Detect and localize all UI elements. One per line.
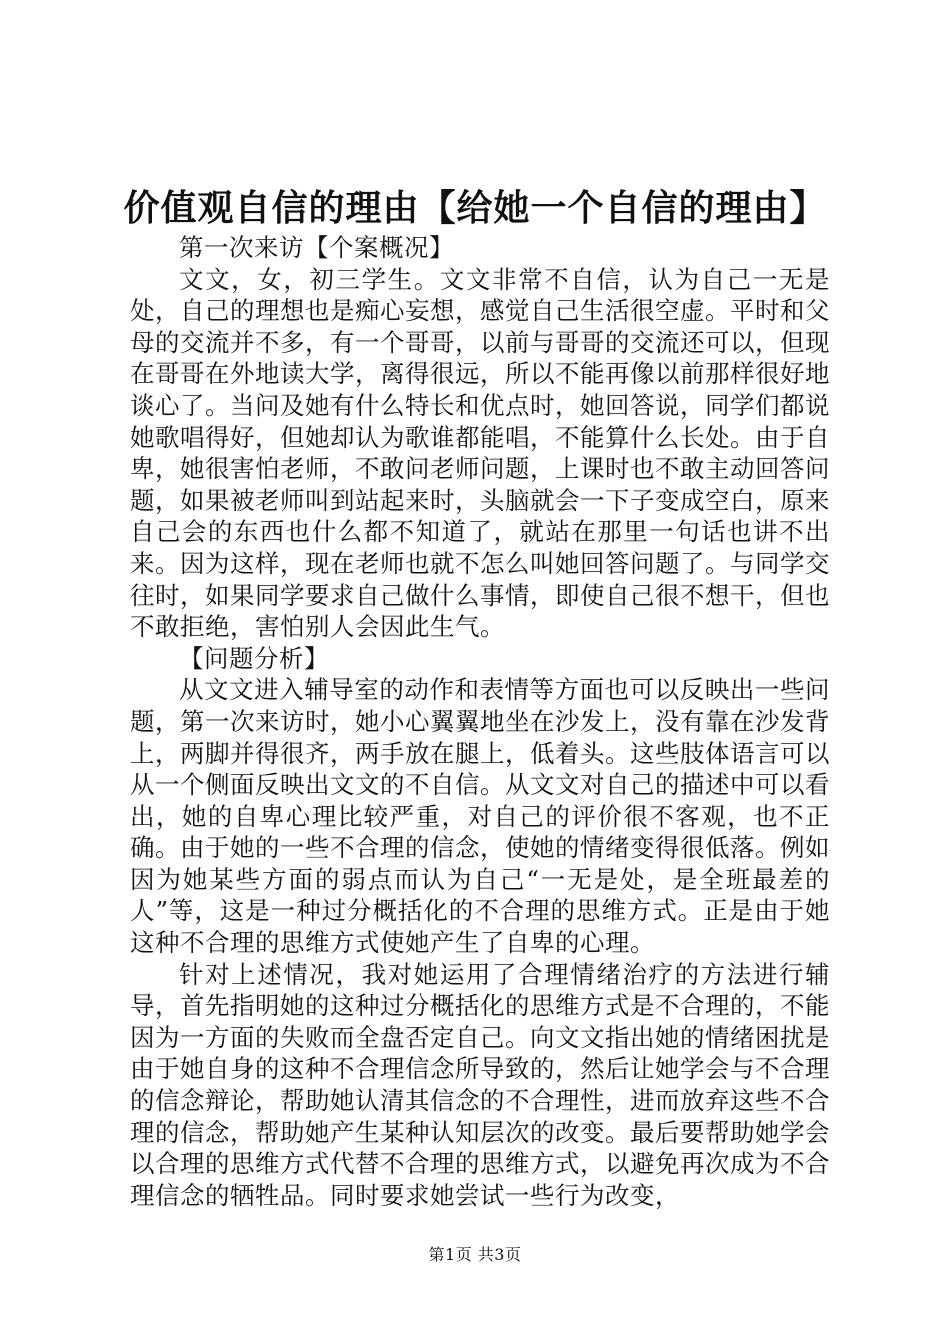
document-title: 价值观自信的理由【给她一个自信的理由】 [123,187,827,229]
paragraph-counseling-method: 针对上述情况，我对她运用了合理情绪治疗的方法进行辅导，首先指明她的这种过分概括化的思维方式是不合理的，不能因为一方面的失败而全盘否定自己。向文文指出她的情绪困扰是由于她自身的这种不合理信念所导致的，然后让她学会与不合理的信念辩论，帮助她认清其信念的不合理性，进而放弃这些不合理的信念，帮助她产生某种认知层次的改变。最后要帮助她学会以合理的思维方式代替不合理的思维方式，以避免再次成为不合理信念的牺牲品。同时要求她尝试一些行为改变， [130,959,830,1210]
document-body [130,232,830,1211]
paragraph-problem-analysis: 从文文进入辅导室的动作和表情等方面也可以反映出一些问题，第一次来访时，她小心翼翼地坐在沙发上，没有靠在沙发背上，两脚并得很齐，两手放在腿上，低着头。这些肢体语言可以从一个侧面反映出文文的不自信。从文文对自己的描述中可以看出，她的自卑心理比较严重，对自己的评价很不客观，也不正确。由于她的一些不合理的信念，使她的情绪变得很低落。例如因为她某些方面的弱点而认为自己“一无是处，是全班最差的人”等，这是一种过分概括化的不合理的思维方式。正是由于她这种不合理的思维方式使她产生了自卑的心理。 [130,675,830,958]
page-number-footer: 第1页 共3页 [428,1245,522,1264]
paragraph-case-description: 文文，女，初三学生。文文非常不自信，认为自己一无是处，自己的理想也是痴心妄想，感觉自己生活很空虚。平时和父母的交流并不多，有一个哥哥，以前与哥哥的交流还可以，但现在哥哥在外地读大学，离得很远，所以不能再像以前那样很好地谈心了。当问及她有什么特长和优点时，她回答说，同学们都说她歌唱得好，但她却认为歌谁都能唱，不能算什么长处。由于自卑，她很害怕老师，不敢问老师问题，上课时也不敢主动回答问题，如果被老师叫到站起来时，头脑就会一下子变成空白，原来自己会的东西也什么都不知道了，就站在那里一句话也讲不出来。因为这样，现在老师也就不怎么叫她回答问题了。与同学交往时，如果同学要求自己做什么事情，即使自己很不想干，但也不敢拒绝，害怕别人会因此生气。 [130,264,830,642]
section-heading-problem-analysis: 【问题分析】 [179,643,329,673]
section-heading-case-overview: 第一次来访【个案概况】 [179,233,454,262]
